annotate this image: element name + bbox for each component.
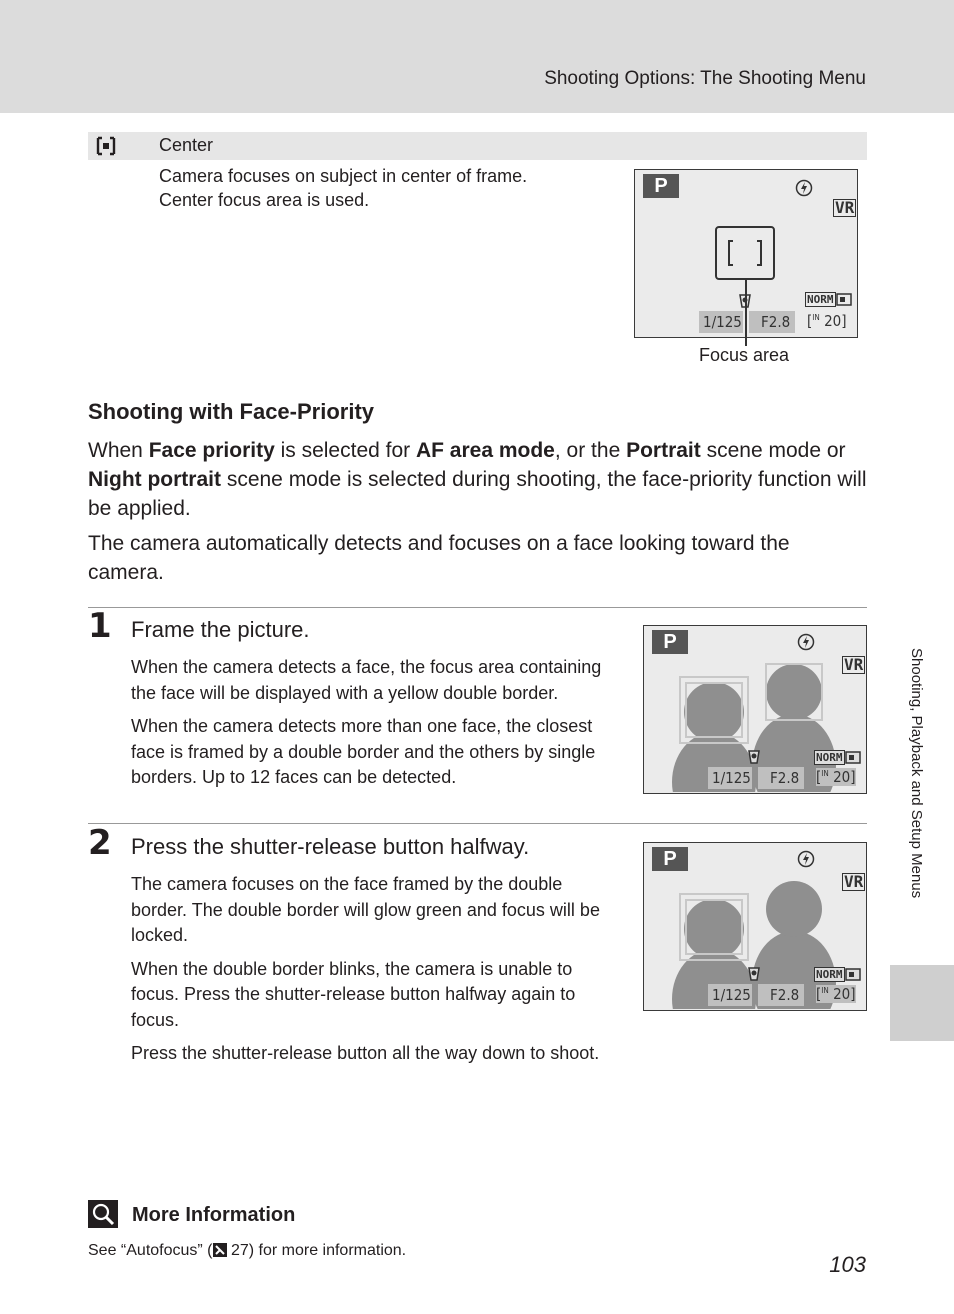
more-info-text: See “Autofocus” ( 27) for more information.	[88, 1242, 407, 1259]
face-icon	[745, 748, 763, 766]
camera-screen-face-locked	[643, 842, 867, 1011]
center-option-description	[159, 164, 599, 212]
mode-badge: P	[643, 174, 679, 198]
quality-indicator: NORM	[816, 751, 843, 764]
internal-memory-indicator: IN	[821, 986, 829, 995]
center-bracket-icon	[727, 238, 763, 268]
step-1-number: 1	[88, 606, 112, 646]
more-info-title: More Information	[132, 1204, 296, 1226]
quality-indicator: NORM	[816, 968, 843, 981]
shutter-speed: 1/125	[712, 986, 751, 1004]
quality-indicator: NORM	[807, 293, 834, 306]
page-reference-icon	[213, 1243, 227, 1257]
section-heading: Shooting with Face-Priority	[88, 399, 375, 424]
side-tab-marker	[890, 965, 954, 1041]
image-size-icon	[844, 748, 862, 766]
shots-remaining: [$^{IN}$ 20]	[816, 985, 856, 1003]
page-header-title: Shooting Options: The Shooting Menu	[544, 68, 866, 89]
aperture-box	[758, 767, 804, 789]
intro-paragraph-2: The camera automatically detects and focuses on a face looking toward the camera.	[88, 532, 790, 584]
center-option-label: Center	[159, 135, 214, 155]
image-size-icon	[835, 290, 853, 308]
shots-count: 20	[833, 768, 851, 786]
internal-memory-indicator: IN	[821, 769, 829, 778]
shutter-speed: 1/125	[712, 769, 751, 787]
step-1-paragraph-1: When the camera detects a face, the focus area containing the face will be displayed with a yellow double border.	[131, 657, 602, 703]
aperture: F2.8	[761, 313, 791, 331]
vr-icon: VR	[835, 198, 855, 217]
step-2-divider	[88, 823, 867, 824]
center-desc-line1: Camera focuses on subject in center of frame.	[159, 166, 528, 186]
focus-area-bracket	[715, 226, 775, 280]
image-size-icon	[844, 965, 862, 983]
step-2-body	[131, 872, 631, 1075]
step-2-number: 2	[88, 823, 112, 863]
step-1-divider	[88, 607, 867, 608]
mode-badge: P	[652, 847, 688, 871]
step-1-body	[131, 655, 616, 799]
aperture: F2.8	[770, 986, 800, 1004]
step-2-title: Press the shutter-release button halfway.	[131, 834, 530, 859]
camera-screen-face-frame	[643, 625, 867, 794]
step-2-paragraph-1: The camera focuses on the face framed by the double border. The double border will glow green and focus will be locked.	[131, 874, 600, 945]
face-icon	[736, 292, 754, 310]
step-1-paragraph-2: When the camera detects more than one face, the closest face is framed by a double border and the others by single borders. Up to 12 faces can be detected.	[131, 716, 596, 787]
flash-auto-icon	[795, 179, 813, 197]
internal-memory-indicator: IN	[812, 313, 820, 322]
section-intro	[88, 436, 868, 593]
shutter-speed: 1/125	[703, 313, 742, 331]
shots-remaining: [$^{IN}$ 20]	[807, 312, 847, 330]
face-icon	[745, 965, 763, 983]
shots-remaining: [$^{IN}$ 20]	[816, 768, 856, 786]
camera-screen-center	[634, 169, 858, 338]
page-number: 103	[829, 1252, 866, 1277]
aperture: F2.8	[770, 769, 800, 787]
magnifier-note-icon	[88, 1200, 118, 1228]
center-focus-icon	[96, 136, 116, 156]
shots-count: 20	[824, 312, 842, 330]
side-tab-label: Shooting, Playback and Setup Menus	[908, 648, 925, 899]
step-1-title: Frame the picture.	[131, 617, 310, 642]
center-option-row	[88, 132, 867, 160]
intro-paragraph-1: When Face priority is selected for AF area mode, or the Portrait scene mode or Night portrait scene mode is selected during shooting, the face-priority function will be applied.	[88, 439, 867, 520]
focus-area-pointer-line	[745, 280, 747, 346]
mode-badge: P	[652, 630, 688, 654]
shutter-box	[708, 984, 752, 1006]
vr-icon: VR	[844, 655, 864, 674]
step-2-paragraph-3: Press the shutter-release button all the way down to shoot.	[131, 1043, 600, 1063]
aperture-box	[758, 984, 804, 1006]
focus-area-caption: Focus area	[699, 345, 790, 365]
step-2-paragraph-2: When the double border blinks, the camera is unable to focus. Press the shutter-release button halfway again to focus.	[131, 958, 576, 1030]
center-desc-line2: Center focus area is used.	[159, 190, 370, 210]
vr-icon: VR	[844, 872, 864, 891]
shutter-box	[699, 311, 743, 333]
shutter-box	[708, 767, 752, 789]
aperture-box	[749, 311, 795, 333]
shots-count: 20	[833, 985, 851, 1003]
header-band	[0, 0, 954, 113]
